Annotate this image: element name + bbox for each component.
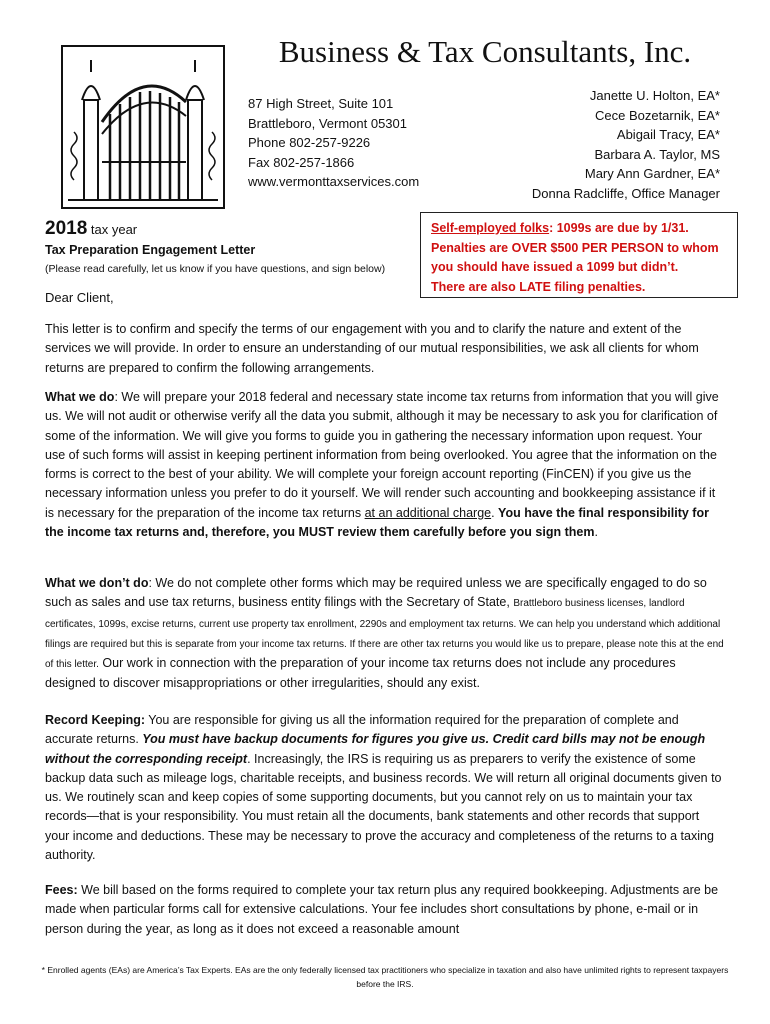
staff-member: Donna Radcliffe, Office Manager [531, 185, 720, 201]
period: . [491, 505, 499, 520]
fax-line: Fax 802-257-1866 [248, 154, 355, 170]
fees-label: Fees: [45, 883, 78, 897]
record-keeping-text-2: . Increasingly, the IRS is requiring us as preparers to verify the existence of some backup data such as mileage logs, charitable receipts, and business records. We will return all original documents given to us. We routinely scan and keep copies of some supporting documents, but you cannot rely on us to maintain your tax records—that is your responsibility. You must retain all the documents, bank statements and other records that support your income and deductions. These may be necessary to prove the accuracy and completeness of the returns to a taxing authority. [45, 751, 722, 863]
procedures-text: Our work in connection with the preparation of your income tax returns does not include any procedures designed to discover misappropriations or other irregularities, should any exist. [45, 656, 676, 691]
notice-lead: Self-employed folks [431, 221, 550, 235]
intro-paragraph: This letter is to confirm and specify the terms of our engagement with you and to clarify the nature and extent of the services we will provide. In order to ensure an understanding of our mutual responsibilities, we ask all clients for whom returns are prepared to confirm the following arrangements. [45, 322, 699, 375]
gate-logo-icon [58, 42, 228, 212]
additional-charge-text: at an additional charge [364, 505, 492, 520]
what-we-do-paragraph [45, 388, 725, 542]
staff-member: Janette U. Holton, EA* [589, 88, 720, 103]
street-line: 87 High Street, Suite 101 [248, 96, 394, 111]
what-we-do-label: What we do [45, 390, 115, 404]
period-end: . [594, 525, 598, 540]
notice-line-1-text: : 1099s are due by 1/31. [549, 221, 689, 235]
what-we-dont-do-label: What we don’t do [45, 576, 149, 590]
tax-year-number: 2018 [45, 218, 88, 239]
final-responsibility-text: You have the final responsibility for the income tax returns and, therefore, you MUST review them carefully before you sign them [45, 505, 709, 540]
footnote: * Enrolled agents (EAs) are America’s Tax Experts. EAs are the only federally licensed tax practitioners who specialize in taxation and also have unlimited rights to represent taxpayers before the IRS. [41, 965, 729, 989]
backup-documents-text: You must have backup documents for figures you give us. Credit card bills may not be enough without the corresponding receipt [45, 732, 706, 766]
what-we-dont-do-paragraph [45, 574, 725, 694]
staff-member: Cece Bozetarnik, EA* [594, 107, 720, 123]
notice-line-4: There are also LATE filing penalties. [431, 279, 646, 294]
notice-line-3: you should have issued a 1099 but didn’t. [431, 260, 679, 274]
address-block [248, 94, 419, 192]
penalty-notice-box [420, 212, 738, 298]
staff-member: Abigail Tracy, EA* [616, 127, 720, 142]
notice-line-1 [431, 219, 737, 239]
tax-year-suffix: tax year [87, 222, 138, 237]
phone-line: Phone 802-257-9226 [248, 135, 371, 150]
city-line: Brattleboro, Vermont 05301 [248, 115, 407, 131]
record-keeping-paragraph [45, 711, 725, 865]
what-we-do-text: : We will prepare your 2018 federal and necessary state income tax returns from information that you will give us. We will not audit or otherwise verify all the data you submit, although it may be necessary to ask you for clarification of some of the information. We will give you forms to guide you in gathering the necessary information upon request. Your use of such forms will assist in keeping pertinent information from being overlooked. You agree that the information on the forms is correct to the best of your ability. We will complete your foreign account reporting (FinCEN) if you give us the necessary information unless you prefer to do it yourself. We will render such accounting and bookkeeping assistance if it is necessary for the preparation of the income tax returns [45, 390, 719, 520]
fees-paragraph [45, 881, 725, 939]
what-we-dont-do-text: : We do not complete other forms which may be required unless we are specifically engaged to do so such as sales and use tax returns, business entity filings with the Secretary of State, [45, 576, 707, 610]
other-filings-text: Brattleboro business licenses, landlord certificates, 1099s, excise returns, current use property tax enrollment, 2290s and employment tax returns. We can help you understand which additional filings are required but this is separate from your income tax returns. If there are other tax returns you would like us to prepare, please note this at the end of this letter. [45, 598, 724, 671]
salutation: Dear Client, [45, 290, 114, 305]
staff-list [532, 86, 720, 203]
website-link[interactable]: www.vermonttaxservices.com [248, 174, 420, 189]
letter-title: Tax Preparation Engagement Letter [45, 243, 256, 257]
staff-member: Mary Ann Gardner, EA* [584, 166, 720, 181]
record-keeping-label: Record Keeping: [45, 713, 146, 727]
tax-year-heading [45, 218, 137, 240]
staff-member: Barbara A. Taylor, MS [594, 146, 720, 162]
instruction-text: (Please read carefully, let us know if you have questions, and sign below) [45, 263, 386, 275]
record-keeping-text: You are responsible for giving us all the information required for the preparation of complete and accurate returns. [45, 713, 679, 747]
fees-text: We bill based on the forms required to complete your tax return plus any required bookkeeping. Adjustments are be made when particular forms call for extensive calculations. Your fee includes short consultations by phone, e-mail or in person during the year, as long as it does not exceed a reasonable amount [45, 883, 719, 936]
notice-line-2: Penalties are OVER $500 PER PERSON to whom [431, 240, 719, 255]
firm-name: Business & Tax Consultants, Inc. [278, 34, 692, 69]
